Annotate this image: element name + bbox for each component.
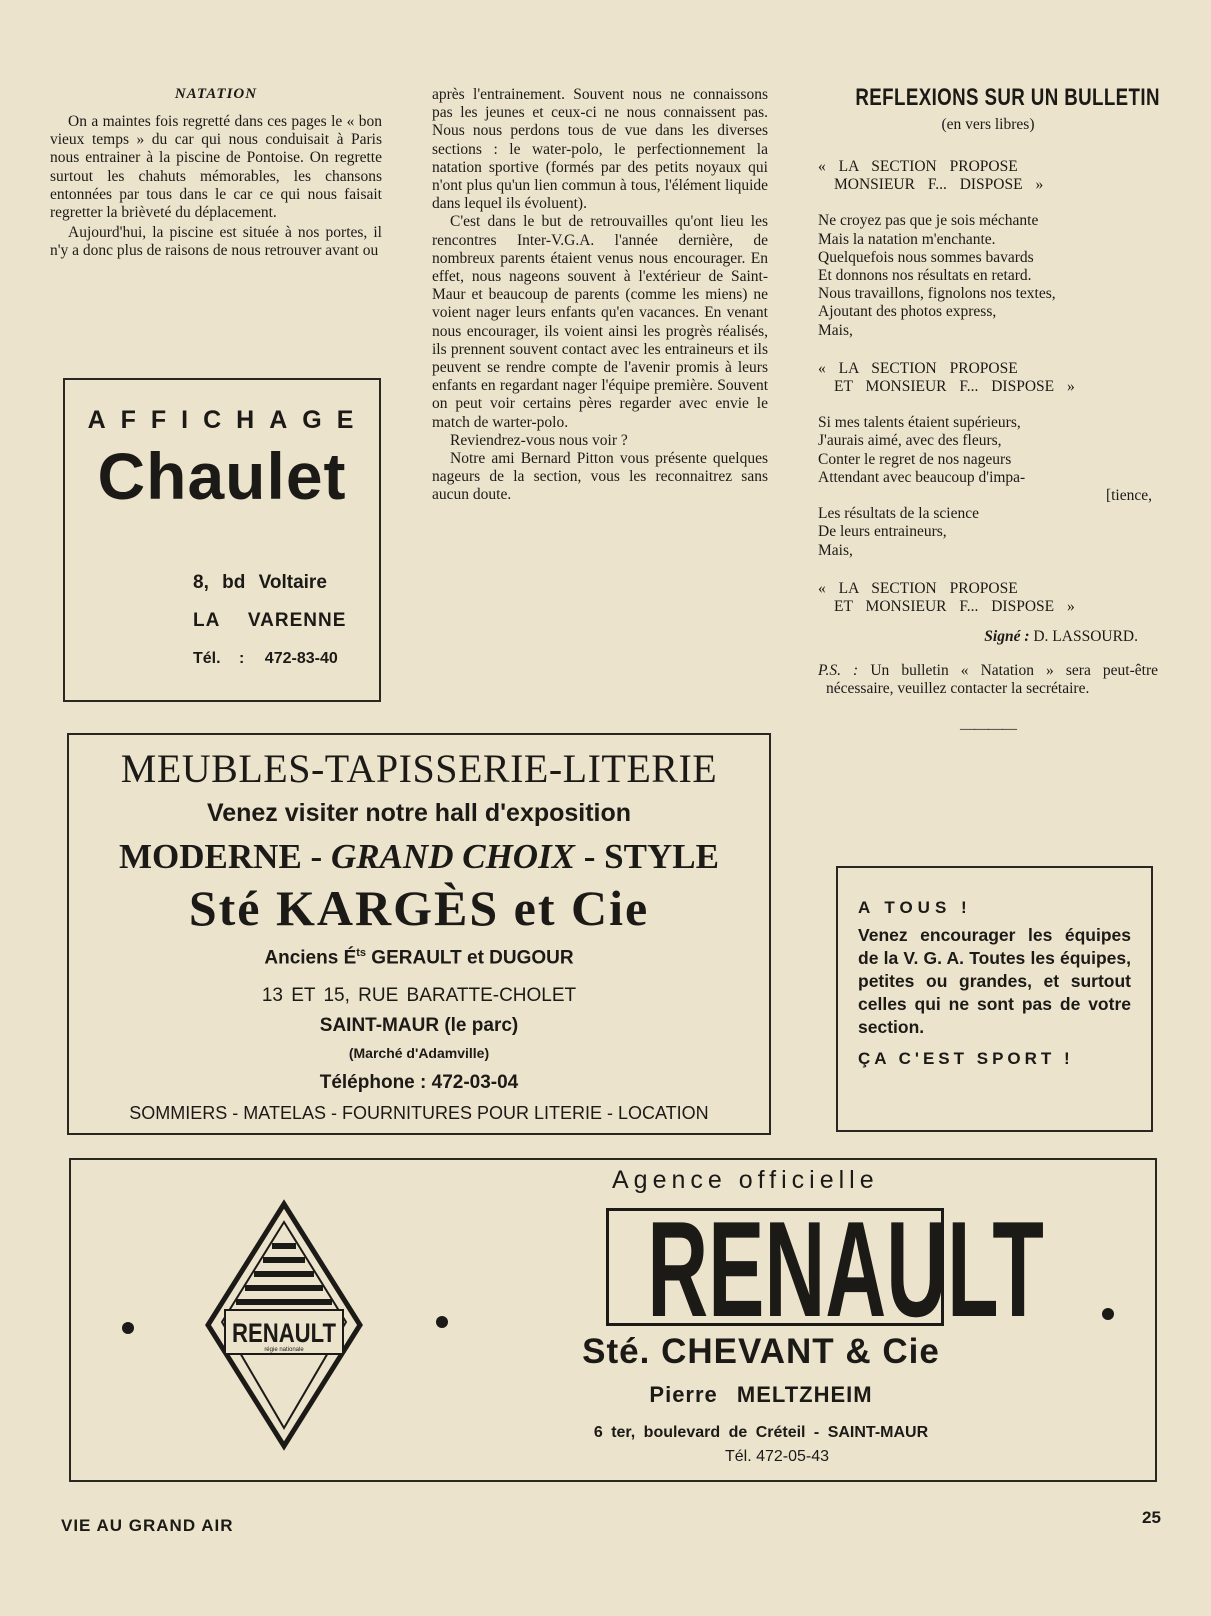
- natation-heading: NATATION: [174, 86, 258, 102]
- renault-logo-sub: régie nationale: [264, 1347, 304, 1353]
- refrain3-line1: « LA SECTION PROPOSE: [818, 579, 1018, 597]
- karges-line10: SOMMIERS - MATELAS - FOURNITURES POUR LITERIE - LOCATION: [129, 1103, 709, 1123]
- renault-logo-icon: [203, 1200, 365, 1450]
- ps-label: P.S. :: [818, 662, 859, 680]
- footer-page-number: 25: [1142, 1508, 1161, 1527]
- renault-dot-right: [1102, 1308, 1114, 1320]
- karges-line6: 13 ET 15, RUE BARATTE-CHOLET: [261, 985, 577, 1006]
- poem-refrain-1: [818, 158, 1158, 194]
- poem-refrain-3: [818, 580, 1158, 616]
- poem-subtitle: (en vers libres): [941, 116, 1035, 133]
- atous-head: A TOUS !: [858, 898, 972, 917]
- poem-stanza-1: [818, 212, 1158, 339]
- karges-line3-c: - STYLE: [575, 837, 719, 876]
- stanza2-line3: Conter le regret de nos nageurs: [818, 450, 1012, 468]
- ps-text: Un bulletin « Natation » sera peut-être nécessaire, veuillez contacter la secrétaire.: [826, 662, 1159, 698]
- signed-name: D. LASSOURD.: [1033, 628, 1138, 646]
- chaulet-address1: 8, bd Voltaire: [193, 572, 327, 593]
- signed-label: Signé :: [984, 628, 1030, 646]
- karges-line5-a: Anciens É: [264, 947, 357, 969]
- refrain3-line2: ET MONSIEUR F... DISPOSE »: [834, 598, 1075, 616]
- ad-atous: [836, 866, 1153, 1132]
- natation-col1: [50, 86, 382, 261]
- stanza1-line4: Et donnons nos résultats en retard.: [818, 267, 1032, 285]
- natation-col2-p3: Reviendrez-vous nous voir ?: [450, 431, 628, 449]
- renault-dot-middle: [436, 1316, 448, 1328]
- atous-body: Venez encourager les équipes de la V. G. A. Toutes les équipes, petites ou grandes, et surtout celles qui ne sont pas de votre section.: [858, 925, 1131, 1037]
- karges-line9: Téléphone : 472-03-04: [319, 1072, 519, 1093]
- renault-brand-box: [606, 1193, 1044, 1345]
- stanza1-line3: Quelquefois nous sommes bavards: [818, 248, 1034, 266]
- stanza1-line5: Nous travaillons, fignolons nos textes,: [818, 285, 1056, 303]
- poem-column: [818, 84, 1158, 738]
- chaulet-tel-row: [193, 650, 338, 668]
- poem-title: REFLEXIONS SUR UN BULLETIN: [855, 84, 1160, 111]
- chaulet-name: Chaulet: [97, 439, 347, 513]
- chaulet-address2: LA VARENNE: [193, 610, 347, 631]
- poem-separator: ————: [960, 720, 1016, 737]
- karges-line1: MEUBLES-TAPISSERIE-LITERIE: [120, 746, 718, 791]
- stanza2-line7: De leurs entraineurs,: [818, 523, 947, 541]
- renault-person: Pierre MELTZHEIM: [649, 1382, 873, 1407]
- natation-col2-p2: C'est dans le but de retrouvailles qu'ont lieu les rencontres Inter-V.G.A. l'année dernière, de nombreux parents étaient venus nous encourager. En effet, nous nageons souvent à l'extérieur de Saint-Maur et beaucoup de parents (comme les miens) ne voient nager leurs enfants qu'en vacances. En venant nous encourager, ils voient ainsi les progrès réalisés, ils prennent souvent contact avec les entraineurs et ils peuvent se rendre compte de l'avenir promis à leurs enfants en regardant nager l'équipe première. Souvent on peut voir certains pères regarder avec envie le match de warter-polo.: [432, 213, 768, 431]
- natation-col1-p1: On a maintes fois regretté dans ces pages le « bon vieux temps » du car qui nous conduisait à Paris nous entrainer à la piscine de Pontoise. On regrette surtout les chahuts mémorables, les chansons entonnées par tous dans le car ce qui nous faisait regretter la brièveté du déplacement.: [50, 113, 382, 222]
- chaulet-tel: 472-83-40: [264, 650, 338, 667]
- poem-refrain-2: [818, 360, 1158, 396]
- natation-col2-p1: après l'entrainement. Souvent nous ne connaissons pas les jeunes et ceux-ci ne nous connaissent pas. Nous nous perdons tous de vue dans les diverses sections : le water-polo, le perfectionnement la natation sportive (formés par des petits noyaux qui n'ont plus qu'un lien commun à tous, l'élément liquide dans lequel ils évoluent).: [432, 86, 768, 213]
- natation-col2: [432, 86, 768, 505]
- karges-line2: Venez visiter notre hall d'exposition: [206, 799, 632, 827]
- stanza2-line2: J'aurais aimé, avec des fleurs,: [818, 432, 1002, 450]
- ad-renault: [69, 1158, 1157, 1482]
- natation-col2-p4: Notre ami Bernard Pitton vous présente quelques nageurs de la section, vous les reconnaitrez sans aucun doute.: [432, 450, 768, 504]
- poem-signature: [818, 628, 1158, 646]
- poem-ps: [818, 662, 1158, 698]
- renault-company: Sté. CHEVANT & Cie: [582, 1332, 940, 1371]
- karges-line5: [69, 947, 769, 969]
- refrain2-line1: « LA SECTION PROPOSE: [818, 359, 1018, 377]
- chaulet-top: AFFICHAGE: [87, 406, 369, 434]
- ad-karges: [67, 733, 771, 1135]
- karges-line5-sup: ts: [356, 947, 367, 959]
- karges-line3-a: MODERNE -: [119, 837, 331, 876]
- natation-col1-p2: Aujourd'hui, la piscine est située à nos portes, il n'y a donc plus de raisons de nous retrouver avant ou: [50, 224, 382, 260]
- ad-chaulet: [63, 378, 381, 702]
- chaulet-tel-label: Tél. :: [193, 650, 245, 667]
- karges-line4: Sté KARGÈS et Cie: [188, 880, 650, 936]
- atous-foot: ÇA C'EST SPORT !: [858, 1049, 1074, 1068]
- karges-line8: (Marché d'Adamville): [348, 1045, 490, 1061]
- stanza2-line4: Attendant avec beaucoup d'impa-: [818, 468, 1026, 486]
- stanza2-line8: Mais,: [818, 541, 853, 559]
- renault-tel: Tél. 472-05-43: [724, 1448, 830, 1465]
- stanza2-line5: [tience,: [1105, 487, 1152, 505]
- karges-line3: [69, 837, 769, 877]
- stanza1-line6: Ajoutant des photos express,: [818, 303, 997, 321]
- refrain2-line2: ET MONSIEUR F... DISPOSE »: [834, 378, 1075, 396]
- refrain1-line2: MONSIEUR F... DISPOSE »: [834, 176, 1044, 194]
- stanza1-line7: Mais,: [818, 321, 853, 339]
- stanza2-line6: Les résultats de la science: [818, 505, 979, 523]
- renault-dot-left: [122, 1322, 134, 1334]
- footer-magazine: VIE AU GRAND AIR: [61, 1516, 234, 1535]
- karges-line3-b: GRAND CHOIX: [330, 837, 576, 876]
- renault-brand: RENAULT: [647, 1193, 1044, 1345]
- poem-stanza-2: [818, 414, 1158, 560]
- renault-logo-text: RENAULT: [232, 1318, 337, 1348]
- stanza1-line2: Mais la natation m'enchante.: [818, 230, 996, 248]
- stanza2-line1: Si mes talents étaient supérieurs,: [818, 414, 1021, 432]
- renault-top: Agence officielle: [612, 1166, 879, 1194]
- refrain1-line1: « LA SECTION PROPOSE: [818, 158, 1018, 175]
- stanza1-line1: Ne croyez pas que je sois méchante: [818, 212, 1039, 230]
- karges-line7: SAINT-MAUR (le parc): [319, 1015, 519, 1036]
- karges-line5-b: GERAULT et DUGOUR: [366, 947, 574, 969]
- renault-address: 6 ter, boulevard de Créteil - SAINT-MAUR: [593, 1424, 929, 1441]
